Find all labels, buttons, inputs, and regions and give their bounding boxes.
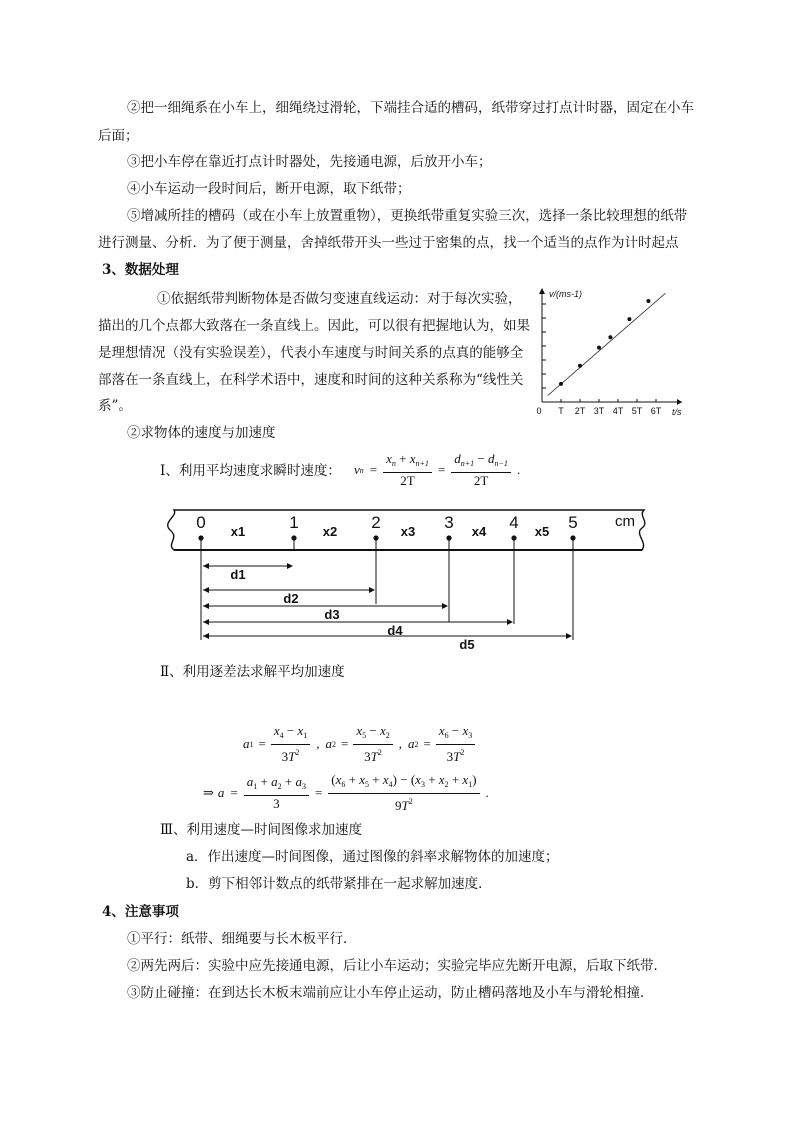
tape-point-label: 1 — [289, 513, 299, 532]
tape-segment-label: x2 — [322, 524, 338, 539]
distance-label: d2 — [283, 591, 299, 606]
x-tick-label: 5T — [631, 406, 643, 416]
tape-dot — [373, 535, 378, 540]
section4-item-2: ②两先两后：实验中应先接通电源，后让小车运动；实验完毕应先断开电源，后取下纸带． — [127, 958, 667, 974]
step2-line2: 后面； — [98, 128, 139, 144]
fit-line — [548, 293, 666, 395]
distance-arrow-head-right — [287, 563, 293, 569]
formula-avg-fraction-1: $\frac{a_1 + a_2 + a_3}{3}$ — [244, 774, 309, 812]
data-point — [559, 382, 563, 386]
tape-dot — [511, 535, 516, 540]
method1-label: Ⅰ、利用平均速度求瞬时速度： — [160, 463, 341, 479]
tape-point-label: 0 — [196, 513, 206, 532]
tape-segment-label: x1 — [230, 524, 246, 539]
step5-line2: 进行测量、分析．为了便于测量，舍掉纸带开头一些过于密集的点，找一个适当的点作为计时起点 — [98, 235, 679, 251]
formula-equals-2: = — [437, 462, 446, 477]
distance-label: d1 — [230, 567, 246, 582]
x-tick-label: 0 — [536, 406, 542, 416]
formula-a1-a2-a3: a 1 = $\frac{x_4 - x_1}{3T^2}$ , a 2 = $\frac{x_5 - x_2}{3T^2}$ , a 2 = $\frac{x_6 - x_3}{3T^2}$ — [243, 723, 475, 765]
step4: ④小车运动一段时间后，断开电源，取下纸带； — [127, 181, 411, 197]
tape-point-label: 3 — [444, 513, 454, 532]
data-point — [627, 317, 631, 321]
section3-p1-line5: 系”。 — [98, 398, 132, 414]
y-axis-label: v/(ms-1) — [549, 289, 582, 299]
step5-line1: ⑤增减所挂的槽码（或在小车上放置重物），更换纸带重复实验三次，选择一条比较理想的纸带 — [127, 208, 688, 224]
tape-dot — [570, 535, 575, 540]
distance-arrow-head-left — [203, 633, 209, 639]
distance-arrow-head-left — [203, 603, 209, 609]
paper-tape-diagram — [150, 500, 660, 650]
section3-heading: 3、数据处理 — [102, 262, 179, 278]
tape-point-label: 5 — [568, 513, 578, 532]
data-point — [608, 335, 612, 339]
velocity-time-chart — [530, 282, 690, 422]
tape-dot — [198, 535, 203, 540]
distance-arrow-head-right — [442, 603, 448, 609]
section3-p1-line3: 是理想情况（没有实验误差），代表小车速度与时间关系的点真的能够全 — [98, 345, 524, 361]
formula-v-subscript: n — [359, 465, 364, 475]
formula-avg-fraction-2: $\frac{(x_6 + x_5 + x_4) - (x_3 + x_2 + x_1)}{9T^2}$ — [328, 772, 479, 814]
section3-p1-line1: ①依据纸带判断物体是否做匀变速直线运动：对于每次实验， — [157, 291, 522, 307]
tape-segment-label: x5 — [534, 524, 550, 539]
formula-average-a: ⇒ a = $\frac{a_1 + a_2 + a_3}{3}$ = $\frac{(x_6 + x_5 + x_4) - (x_3 + x_2 + x_1)}{9T^2}$ . — [203, 772, 489, 813]
y-axis-arrow — [539, 288, 545, 294]
x-axis-label: t/s — [672, 407, 682, 417]
x-tick-label: 6T — [650, 406, 662, 416]
section3-p2: ②求物体的速度与加速度 — [127, 425, 276, 441]
distance-arrow-head-right — [507, 619, 513, 625]
tape-dot — [446, 535, 451, 540]
tape-point-label: 4 — [509, 513, 519, 532]
x-tick-label: 2T — [574, 406, 586, 416]
formula-a3-fraction: $\frac{x_6 - x_3}{3T^2}$ — [436, 723, 475, 765]
distance-label: d4 — [387, 623, 403, 638]
formula-a2-fraction: $\frac{x_5 - x_2}{3T^2}$ — [353, 723, 392, 765]
step2-line1: ②把一细绳系在小车上，细绳绕过滑轮，下端挂合适的槽码，纸带穿过打点计时器，固定在小车 — [127, 100, 694, 116]
data-point — [597, 346, 601, 350]
method3-label: Ⅲ、利用速度—时间图像求加速度 — [160, 822, 363, 838]
method2-label: Ⅱ、利用逐差法求解平均加速度 — [160, 664, 345, 680]
formula-period-1: . — [516, 462, 521, 477]
formula-fraction-d: $\frac{d_{n+1} - d_{n-1}}{2T}$ — [451, 451, 511, 489]
tape-segment-label: x4 — [471, 524, 487, 539]
distance-arrow-head-left — [203, 587, 209, 593]
tape-unit: cm — [615, 513, 635, 530]
section3-p1-line2: 描出的几个点都大致落在一条直线上。因此，可以很有把握地认为，如果 — [98, 318, 530, 334]
distance-arrow-head-right — [566, 633, 572, 639]
distance-label: d3 — [324, 607, 340, 622]
tape-dot — [291, 535, 296, 540]
data-point — [646, 299, 650, 303]
x-tick-label: T — [558, 406, 564, 416]
section4-item-1: ①平行：纸带、细绳要与长木板平行． — [127, 931, 357, 947]
distance-arrow-head-right — [369, 587, 375, 593]
distance-arrow-head-left — [203, 563, 209, 569]
formula-a1-fraction: $\frac{x_4 - x_1}{3T^2}$ — [271, 723, 310, 765]
step3: ③把小车停在靠近打点计时器处，先接通电源，后放开小车； — [127, 154, 492, 170]
data-point — [578, 364, 582, 368]
distance-arrow-head-left — [203, 619, 209, 625]
x-tick-label: 3T — [593, 406, 605, 416]
formula-equals-1: = — [369, 462, 378, 477]
method3-item-b: b．剪下相邻计数点的纸带紧排在一起求解加速度． — [186, 876, 492, 892]
tape-segment-label: x3 — [400, 524, 416, 539]
tape-point-label: 2 — [371, 513, 381, 532]
section4-heading: 4、注意事项 — [102, 904, 179, 920]
x-tick-label: 4T — [612, 406, 624, 416]
x-axis-arrow — [677, 399, 682, 405]
formula-fraction-x: $\frac{x_n + x_{n+1}}{2T}$ — [383, 451, 432, 489]
formula-instant-velocity — [354, 451, 520, 489]
method3-item-a: a．作出速度—时间图像，通过图像的斜率求解物体的加速度； — [186, 849, 559, 865]
section4-item-3: ③防止碰撞：在到达长木板末端前应让小车停止运动，防止槽码落地及小车与滑轮相撞． — [127, 985, 654, 1001]
distance-label: d5 — [459, 637, 475, 650]
formula-v-symbol: v — [354, 462, 360, 477]
section3-p1-line4: 部落在一条直线上，在科学术语中，速度和时间的这种关系称为“线性关 — [98, 372, 524, 388]
